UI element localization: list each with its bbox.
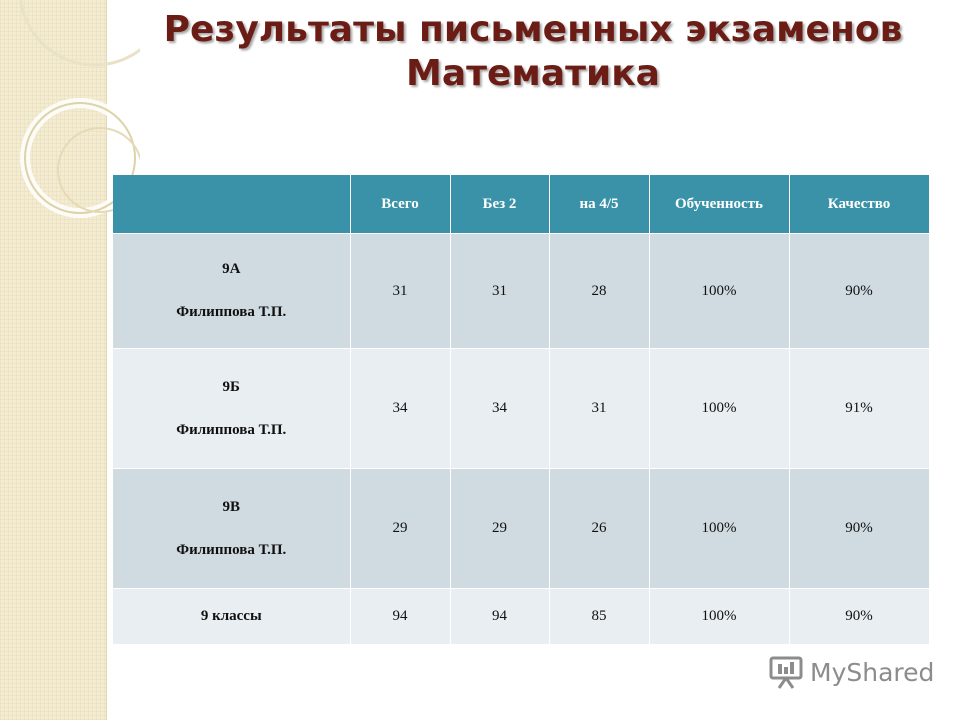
quality-cell: 90% [789,234,929,349]
without-2-cell: 34 [450,349,549,469]
total-cell: 34 [350,349,450,469]
table-row [113,234,929,349]
page-title [106,8,960,96]
quality-cell: 91% [789,349,929,469]
teacher-name: Филиппова Т.П. [176,541,287,558]
header-cell-without-2: Без 2 [450,175,549,234]
learning-level-cell: 100% [649,349,789,469]
class-cell [113,234,350,349]
class-name: 9В [222,498,240,515]
on-4-5-cell: 31 [549,349,649,469]
class-cell [113,589,350,645]
on-4-5-cell: 26 [549,469,649,589]
watermark-text: MyShared [810,657,935,687]
without-2-cell: 29 [450,469,549,589]
total-cell: 94 [350,589,450,645]
title-line-1: Результаты письменных экзаменов [163,9,903,50]
watermark-logo [768,652,938,692]
table-row [113,349,929,469]
without-2-cell: 31 [450,234,549,349]
header-cell-learning-level: Обученность [649,175,789,234]
presentation-board-icon [768,655,804,689]
learning-level-cell: 100% [649,234,789,349]
class-name: 9 классы [200,608,262,624]
without-2-cell: 94 [450,589,549,645]
on-4-5-cell: 28 [549,234,649,349]
table-row [113,589,929,645]
total-cell: 31 [350,234,450,349]
class-name: 9А [222,261,241,277]
learning-level-cell: 100% [649,589,789,645]
quality-cell: 90% [789,589,929,645]
header-cell-on-4-5: на 4/5 [549,175,649,234]
title-line-2: Математика [406,53,660,94]
teacher-name: Филиппова Т.П. [176,304,287,320]
learning-level-cell: 100% [649,469,789,589]
table-row [113,469,929,589]
quality-cell: 90% [789,469,929,589]
header-cell-total: Всего [350,175,450,234]
class-name: 9Б [222,378,240,395]
teacher-name: Филиппова Т.П. [176,421,287,438]
total-cell: 29 [350,469,450,589]
class-cell [113,349,350,469]
header-cell-quality: Качество [789,175,929,234]
on-4-5-cell: 85 [549,589,649,645]
results-table [113,175,930,644]
class-cell [113,469,350,589]
header-row [113,175,929,234]
header-cell-class [113,175,350,234]
